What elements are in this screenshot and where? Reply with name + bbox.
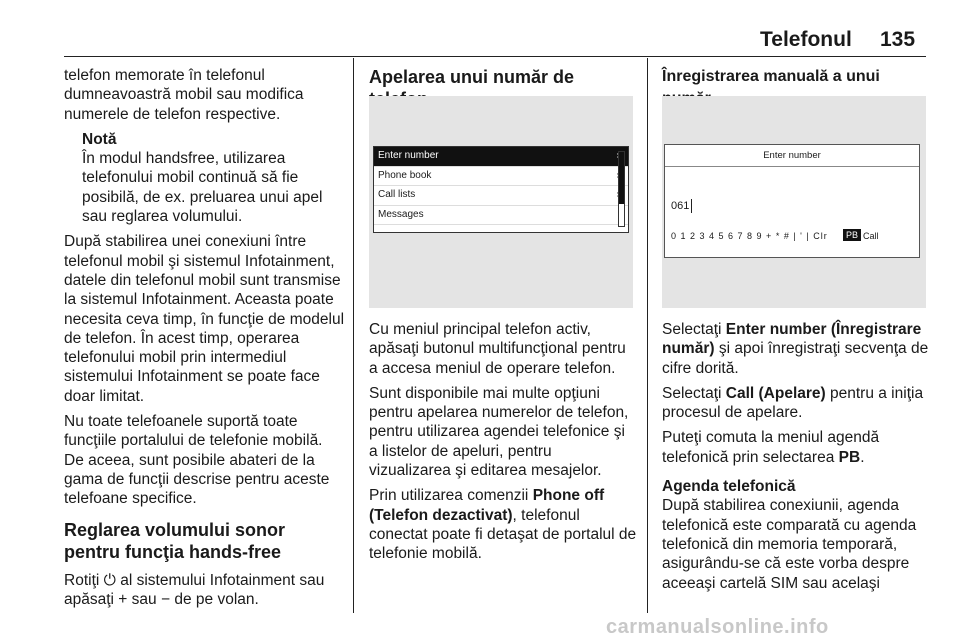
text-run: Selectaţi — [662, 384, 722, 402]
plus-icon: + — [118, 590, 128, 608]
text-run: şi apoi înregistraţi secvenţa de cifre dorită. — [662, 340, 929, 377]
screen-rule — [665, 166, 919, 167]
column-2-text — [369, 320, 637, 570]
command-name: PB — [838, 448, 861, 466]
scrollbar[interactable] — [618, 151, 625, 227]
text-cursor — [691, 199, 692, 213]
paragraph: Nu toate telefoanele suportă toate funcţiile portalului de telefonie mobilă. De aceea, sunt posibile abateri de la gama de funcţii descrise pentru aceste telefoane specifice. — [64, 413, 330, 508]
number-input[interactable] — [671, 199, 692, 213]
enter-number-screen — [664, 144, 920, 258]
number-value: 061 — [671, 199, 690, 212]
text-run: pentru a iniţia procesul de apelare. — [662, 384, 924, 422]
phone-menu-screen — [373, 146, 629, 233]
page-number: 135 — [880, 28, 916, 51]
paragraph: Cu meniul principal telefon activ, apăsaţi butonul multifuncţional pentru a accesa meniul de operare telefon. — [369, 321, 626, 377]
menu-item-phone-book[interactable] — [374, 167, 628, 187]
command-name: Call (Apelare) — [725, 384, 826, 402]
subsection-heading: Agenda telefonică — [662, 478, 796, 496]
menu-item-label: Phone book — [378, 169, 432, 181]
note-box — [64, 130, 344, 226]
note-text: În modul handsfree, utilizarea telefonului mobil continuă să fie posibilă, de ex. preluarea unui apel sau reglarea volumului. — [82, 150, 323, 226]
menu-item-messages[interactable] — [374, 206, 628, 226]
text-run: . — [860, 448, 865, 466]
text-run: Rotiţi — [64, 571, 100, 589]
phonebook-button[interactable]: PB — [843, 229, 861, 241]
paragraph: După stabilirea conexiunii, agenda telefonică este comparată cu agenda telefonică din memoria temporară, asigurându-se că este vorba despre aceeaşi cartelă SIM sau acelaşi — [662, 497, 917, 592]
paragraph-enter-number — [662, 320, 930, 378]
column-divider-1 — [353, 58, 354, 613]
text-run: Puteţi comuta la meniul agendă telefonică prin selectarea — [662, 429, 880, 466]
section-heading: Înregistrarea manuală a unui — [662, 68, 880, 85]
menu-item-call-lists[interactable] — [374, 186, 628, 206]
menu-item-label: Call lists — [378, 189, 416, 200]
phone-menu-screenshot — [369, 96, 633, 308]
text-run: Selectaţi — [662, 321, 722, 338]
digit-keys[interactable]: 0 1 2 3 4 5 6 7 8 9 + * # | ' | Clr — [671, 231, 828, 241]
section-heading: Reglarea volumului sonor pentru funcţia hands-free — [64, 519, 286, 562]
enter-number-screenshot — [662, 96, 926, 308]
text-run: de pe volan. — [174, 590, 259, 608]
paragraph: telefon memorate în telefonul dumneavoastră mobil sau modifica numerele de telefon respective. — [64, 67, 304, 123]
paragraph: Sunt disponibile mai multe opţiuni pentru apelarea numerelor de telefon, pentru utilizarea agendei telefonice şi a listelor de apeluri, pentru vizualizarea şi editarea mesajelor. — [369, 384, 629, 480]
note-title: Notă — [82, 130, 117, 148]
paragraph-pb — [662, 428, 930, 467]
column-3-text — [662, 320, 930, 599]
text-run: sau — [131, 590, 157, 608]
scroll-thumb[interactable] — [619, 152, 624, 204]
text-run: al sistemului Infotainment sau apăsaţi — [64, 571, 325, 608]
call-button[interactable]: Call — [863, 231, 879, 241]
page-title: Telefonul — [760, 28, 852, 51]
command-name: Phone off (Telefon dezactivat) — [369, 487, 605, 524]
text-run: Prin utilizarea comenzii — [369, 487, 529, 505]
rotary-knob-icon: ⏻ — [103, 571, 116, 589]
header-rule — [64, 56, 926, 57]
command-name: Enter number (Înregistrare număr) — [662, 321, 922, 358]
text-run: , telefonul conectat poate fi detaşat de portalul de telefonie mobilă. — [369, 506, 637, 563]
section-heading: Apelarea unui număr de — [369, 67, 575, 87]
screen-title: Enter number — [763, 150, 821, 161]
paragraph: După stabilirea unei conexiuni între telefonul mobil şi sistemul Infotainment, datele din telefonul mobil sunt transmise la sistemul Infotainment. Aceasta poate necesita ceva timp, în funcţie de modelul de telefon. În acest timp, operarea telefonului mobil prin intermediul sistemului Infotainment se poate face doar limitat. — [64, 233, 345, 405]
paragraph-call — [662, 384, 930, 423]
menu-item-enter-number[interactable] — [374, 147, 628, 167]
watermark: carmanualsonline.info — [606, 616, 829, 638]
menu-item-label: Enter number — [378, 150, 439, 161]
column-1 — [64, 66, 344, 615]
menu-item-label: Messages — [378, 208, 424, 220]
minus-icon: − — [160, 590, 171, 608]
paragraph-volume — [64, 571, 344, 610]
paragraph-phone-off — [369, 486, 637, 563]
column-divider-2 — [647, 58, 648, 613]
